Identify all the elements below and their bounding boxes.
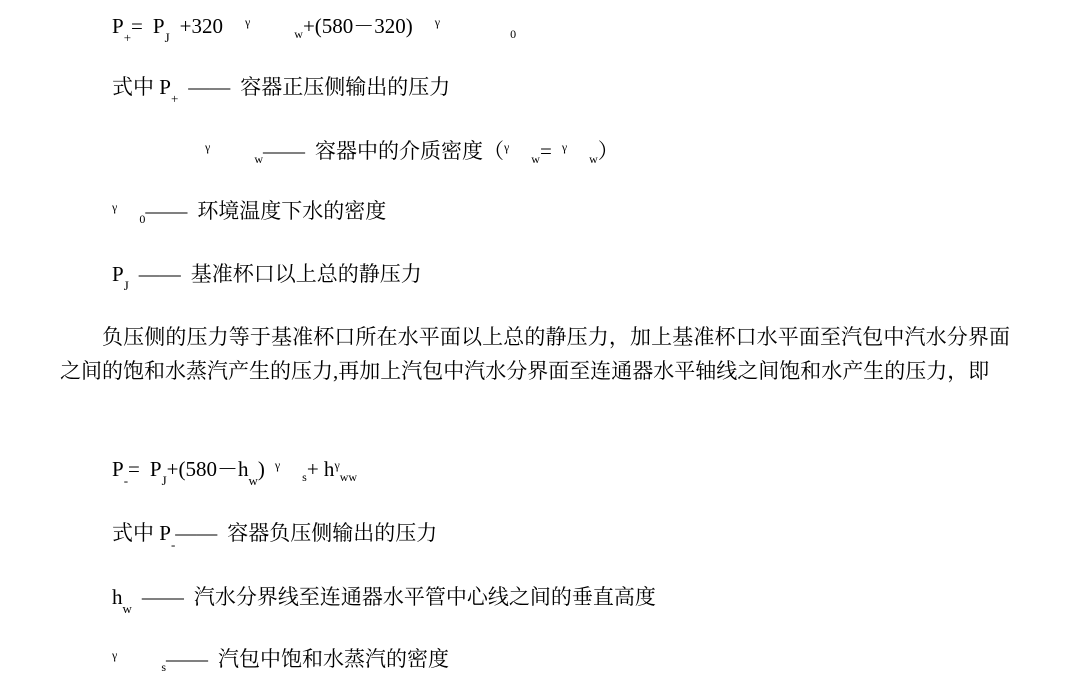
legend-4-text: 基准杯口以上总的静压力 [190,262,422,286]
legend-2-symbol-sub: w [254,152,263,166]
formula-1-gamma2-sub: 0 [510,27,517,41]
formula-2-gamma2: γ [334,458,340,472]
legend-item-2 [205,137,619,168]
formula-2-term1: P [149,457,162,481]
legend-4-dash: —— [138,262,181,286]
legend-5-dash: —— [175,521,218,545]
legend-5-prefix-sub: - [170,537,176,553]
legend-4-symbol: P [112,262,124,286]
legend-2-text: 容器中的介质密度（ [314,139,504,163]
formula-2-term1-sub: J [161,473,167,489]
formula-2-lhs: P [112,457,124,481]
formula-2-close: ) [257,457,265,481]
formula-1-lhs-sub: + [123,30,132,46]
legend-item-4 [112,260,422,296]
legend-2-inner-sub1: w [531,152,540,166]
legend-item-1 [112,73,450,109]
formula-1-plus1: +320 [179,14,223,38]
formula-2-plus1: +(580－h [166,457,249,481]
legend-1-text: 容器正压侧输出的压力 [240,75,451,99]
formula-1-term1: P [152,14,165,38]
legend-7-text: 汽包中饱和水蒸汽的密度 [217,647,449,671]
formula-2-lhs-sub: - [123,473,129,489]
legend-3-symbol-sub: 0 [139,212,146,226]
legend-2-symbol: γ [205,140,211,154]
formula-2-h2-sub: w [339,470,349,484]
body-paragraph: 负压侧的压力等于基准杯口所在水平面以上总的静压力，加上基准杯口水平面至汽包中汽水分界面之间的饱和水蒸汽产生的压力,再加上汽包中汽水分界面至连通器水平轴线之间饱和水产生的压力，即 [60,325,1010,383]
legend-1-prefix: 式中 P [112,75,171,99]
legend-2-inner-sym2: γ [561,140,568,154]
formula-1-lhs: P [112,14,124,38]
legend-7-symbol: γ [112,648,118,662]
legend-6-text: 汽水分界线至连通器水平管中心线之间的垂直高度 [193,585,656,609]
formula-1-gamma1: γ [244,15,251,29]
formula-2-gamma2-sub: w [348,470,358,484]
legend-2-inner-sym1: γ [503,140,510,154]
legend-2-text-close: ） [597,139,619,163]
formula-2-h-sub: w [248,473,258,489]
formula-2-gamma1-sub: s [302,470,307,484]
legend-item-7 [112,645,449,676]
legend-3-dash: —— [145,199,188,223]
legend-2-inner-eq: = [539,139,552,163]
formula-1-gamma1-sub: w [294,27,303,41]
formula-2-gamma1: γ [274,458,281,472]
legend-7-symbol-sub: s [161,660,166,674]
formula-1-term1-sub: J [164,30,170,46]
legend-1-prefix-sub: + [170,91,179,107]
legend-2-inner-sub2: w [589,152,598,166]
legend-item-5 [112,519,437,555]
formula-2 [112,455,357,491]
legend-4-symbol-sub: J [123,278,129,294]
legend-6-symbol-sub: w [122,601,132,617]
legend-3-symbol: γ [112,200,118,214]
formula-2-plus2: + h [306,457,335,481]
formula-1-gamma2: γ [434,15,441,29]
legend-5-prefix: 式中 P [112,521,171,545]
formula-1-eq: = [131,14,143,38]
legend-item-6 [112,583,656,619]
legend-6-symbol: h [112,585,123,609]
legend-5-text: 容器负压侧输出的压力 [227,521,438,545]
formula-2-eq: = [128,457,140,481]
legend-7-dash: —— [165,647,208,671]
legend-2-dash: —— [262,139,305,163]
formula-1 [112,12,516,48]
legend-6-dash: —— [141,585,184,609]
legend-item-3 [112,197,386,228]
formula-1-plus2: +(580－320) [302,14,413,38]
legend-1-dash: —— [188,75,231,99]
legend-3-text: 环境温度下水的密度 [197,199,387,223]
